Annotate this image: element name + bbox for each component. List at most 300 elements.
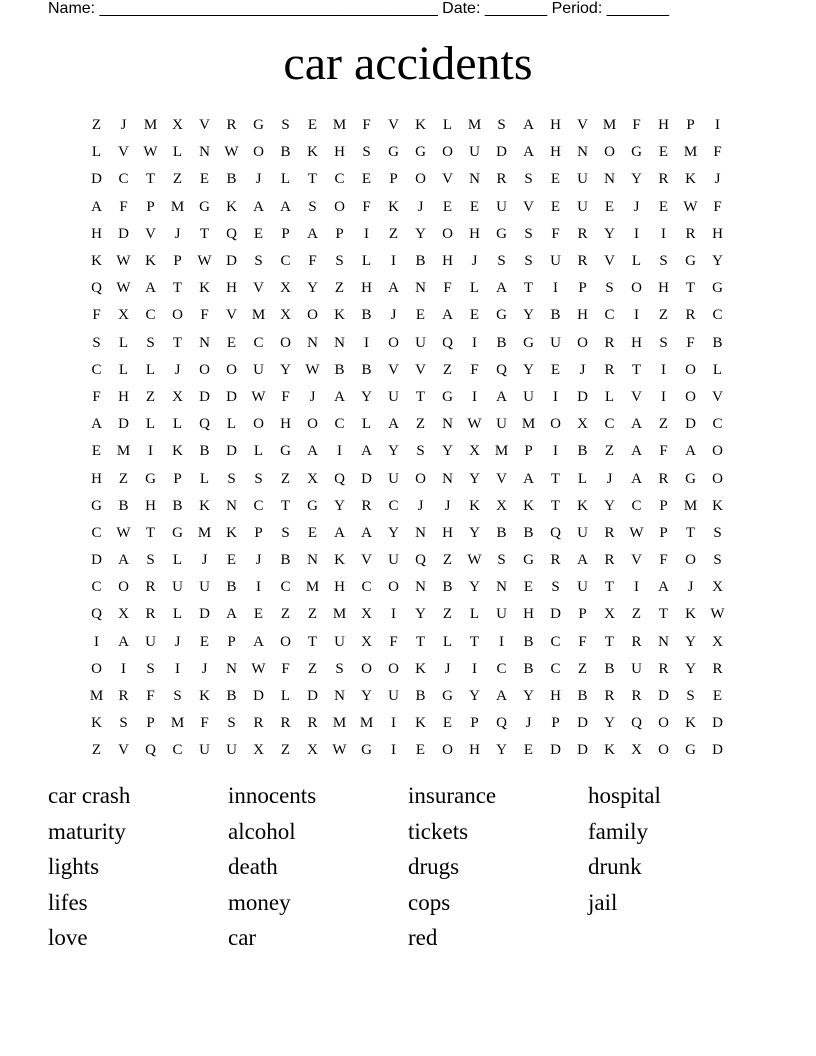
- grid-letter: J: [525, 715, 532, 732]
- grid-letter: U: [145, 633, 156, 650]
- grid-letter: O: [442, 742, 453, 759]
- grid-letter: E: [226, 552, 237, 569]
- grid-letter: H: [550, 144, 561, 161]
- grid-letter: N: [199, 144, 210, 161]
- grid-letter: S: [497, 117, 506, 134]
- grid-letter: P: [335, 225, 344, 242]
- grid-letter: Y: [496, 742, 507, 759]
- grid-letter: J: [390, 307, 397, 324]
- grid-letter: T: [199, 225, 210, 242]
- grid-letter: S: [659, 253, 668, 270]
- grid-letter: L: [631, 253, 642, 270]
- grid-letter: I: [661, 225, 666, 242]
- grid-row: [83, 656, 731, 683]
- grid-letter: A: [388, 416, 399, 433]
- grid-letter: K: [145, 253, 156, 270]
- grid-letter: J: [255, 171, 262, 188]
- grid-letter: M: [602, 117, 617, 134]
- grid-letter: O: [631, 280, 642, 297]
- grid-letter: M: [332, 715, 347, 732]
- grid-letter: G: [199, 198, 210, 215]
- grid-letter: I: [715, 117, 720, 134]
- grid-letter: R: [658, 660, 669, 677]
- grid-letter: O: [388, 660, 399, 677]
- grid-letter: Q: [226, 225, 237, 242]
- grid-letter: N: [226, 660, 237, 677]
- grid-letter: U: [550, 253, 561, 270]
- grid-letter: H: [226, 280, 237, 297]
- grid-letter: A: [334, 388, 345, 405]
- grid-letter: O: [685, 552, 696, 569]
- grid-letter: L: [361, 416, 372, 433]
- grid-letter: V: [118, 144, 129, 161]
- letter-grid: [83, 112, 731, 765]
- grid-letter: Y: [685, 660, 696, 677]
- grid-letter: E: [442, 198, 453, 215]
- grid-letter: L: [172, 606, 183, 623]
- grid-letter: Q: [91, 606, 102, 623]
- grid-letter: S: [416, 443, 425, 460]
- grid-letter: O: [388, 579, 399, 596]
- grid-letter: V: [604, 253, 615, 270]
- word-bank: [48, 781, 768, 959]
- grid-letter: Z: [118, 470, 129, 487]
- grid-letter: B: [361, 307, 372, 324]
- word-bank-item: innocents: [228, 783, 317, 808]
- grid-letter: J: [714, 171, 721, 188]
- grid-letter: Y: [523, 361, 534, 378]
- grid-row: [83, 357, 731, 384]
- grid-letter: H: [658, 117, 669, 134]
- grid-letter: R: [145, 606, 156, 623]
- grid-letter: I: [256, 579, 261, 596]
- grid-letter: L: [172, 144, 183, 161]
- grid-row: [83, 493, 731, 520]
- grid-letter: S: [281, 524, 290, 541]
- grid-letter: C: [91, 361, 102, 378]
- grid-letter: D: [226, 388, 237, 405]
- grid-letter: Z: [604, 443, 615, 460]
- grid-letter: X: [172, 388, 183, 405]
- grid-letter: E: [712, 688, 723, 705]
- grid-letter: B: [442, 579, 453, 596]
- grid-letter: Z: [334, 280, 345, 297]
- grid-letter: Y: [415, 606, 426, 623]
- grid-row: [83, 139, 731, 166]
- grid-letter: R: [658, 171, 669, 188]
- grid-letter: B: [577, 688, 588, 705]
- grid-letter: C: [280, 579, 291, 596]
- grid-letter: R: [118, 688, 129, 705]
- grid-letter: S: [146, 334, 155, 351]
- grid-letter: Y: [523, 688, 534, 705]
- grid-letter: E: [523, 742, 534, 759]
- grid-letter: A: [496, 280, 507, 297]
- grid-letter: K: [91, 253, 102, 270]
- grid-letter: Y: [712, 253, 723, 270]
- grid-letter: P: [173, 470, 182, 487]
- grid-letter: H: [469, 225, 480, 242]
- grid-letter: A: [496, 688, 507, 705]
- grid-letter: O: [334, 198, 345, 215]
- grid-letter: B: [172, 497, 183, 514]
- grid-letter: Y: [415, 225, 426, 242]
- grid-letter: D: [712, 715, 723, 732]
- grid-letter: K: [523, 497, 534, 514]
- grid-letter: Z: [280, 742, 291, 759]
- grid-letter: B: [496, 334, 507, 351]
- grid-letter: X: [469, 443, 480, 460]
- grid-row: [83, 438, 731, 465]
- grid-letter: G: [415, 144, 426, 161]
- grid-letter: G: [253, 117, 264, 134]
- grid-letter: P: [254, 524, 263, 541]
- grid-letter: S: [713, 524, 722, 541]
- grid-letter: J: [174, 225, 181, 242]
- grid-letter: A: [253, 198, 264, 215]
- grid-letter: O: [226, 361, 237, 378]
- grid-letter: G: [91, 497, 102, 514]
- grid-letter: K: [388, 198, 399, 215]
- word-bank-item: drunk: [588, 854, 642, 880]
- grid-letter: V: [631, 552, 642, 569]
- grid-letter: J: [633, 198, 640, 215]
- grid-letter: B: [523, 633, 534, 650]
- grid-letter: B: [712, 334, 723, 351]
- grid-letter: E: [604, 198, 615, 215]
- grid-letter: S: [713, 552, 722, 569]
- grid-letter: Y: [388, 443, 399, 460]
- grid-letter: S: [686, 688, 695, 705]
- grid-letter: C: [550, 660, 561, 677]
- grid-letter: F: [281, 660, 290, 677]
- grid-letter: L: [361, 253, 372, 270]
- grid-letter: L: [118, 361, 129, 378]
- grid-letter: D: [199, 606, 210, 623]
- grid-letter: Y: [334, 497, 345, 514]
- grid-letter: T: [307, 633, 318, 650]
- grid-letter: I: [634, 307, 639, 324]
- grid-letter: F: [281, 388, 290, 405]
- grid-letter: H: [442, 253, 453, 270]
- grid-letter: I: [121, 660, 126, 677]
- grid-letter: G: [523, 334, 534, 351]
- grid-letter: G: [685, 742, 696, 759]
- grid-letter: H: [145, 497, 156, 514]
- grid-letter: D: [361, 470, 372, 487]
- grid-letter: A: [118, 552, 129, 569]
- grid-letter: V: [199, 117, 210, 134]
- grid-letter: I: [391, 742, 396, 759]
- grid-letter: O: [253, 416, 264, 433]
- grid-letter: K: [226, 524, 237, 541]
- grid-letter: A: [523, 117, 534, 134]
- grid-letter: R: [604, 552, 615, 569]
- grid-letter: G: [172, 524, 183, 541]
- grid-letter: Z: [280, 606, 291, 623]
- grid-letter: D: [685, 416, 696, 433]
- grid-letter: Z: [307, 660, 318, 677]
- grid-letter: A: [361, 443, 372, 460]
- grid-letter: F: [362, 117, 371, 134]
- grid-letter: Z: [91, 117, 102, 134]
- grid-letter: L: [442, 117, 453, 134]
- grid-letter: B: [226, 171, 237, 188]
- grid-letter: O: [442, 225, 453, 242]
- grid-letter: X: [253, 742, 264, 759]
- grid-letter: A: [388, 280, 399, 297]
- grid-letter: B: [496, 524, 507, 541]
- grid-letter: U: [577, 524, 588, 541]
- grid-letter: Z: [442, 552, 453, 569]
- grid-letter: I: [499, 633, 504, 650]
- grid-row: [83, 302, 731, 329]
- grid-letter: V: [577, 117, 588, 134]
- grid-letter: O: [361, 660, 372, 677]
- grid-letter: L: [604, 388, 615, 405]
- grid-letter: N: [415, 280, 426, 297]
- grid-letter: A: [253, 633, 264, 650]
- grid-row: [83, 194, 731, 221]
- grid-letter: Q: [442, 334, 453, 351]
- grid-letter: F: [200, 715, 209, 732]
- grid-letter: R: [604, 361, 615, 378]
- grid-letter: K: [172, 443, 183, 460]
- grid-letter: D: [550, 606, 561, 623]
- grid-letter: F: [659, 443, 668, 460]
- grid-letter: J: [201, 552, 208, 569]
- grid-letter: T: [172, 280, 183, 297]
- grid-letter: O: [253, 144, 264, 161]
- grid-letter: N: [307, 334, 318, 351]
- grid-letter: I: [634, 225, 639, 242]
- grid-letter: G: [442, 688, 453, 705]
- grid-letter: P: [146, 198, 155, 215]
- grid-letter: N: [226, 497, 237, 514]
- grid-letter: F: [713, 144, 722, 161]
- grid-letter: I: [472, 660, 477, 677]
- grid-letter: W: [251, 388, 266, 405]
- grid-letter: Z: [307, 606, 318, 623]
- grid-row: [83, 574, 731, 601]
- grid-letter: I: [472, 388, 477, 405]
- grid-letter: H: [91, 470, 102, 487]
- grid-letter: M: [170, 715, 185, 732]
- grid-letter: O: [280, 633, 291, 650]
- grid-letter: L: [442, 633, 453, 650]
- grid-letter: D: [91, 171, 102, 188]
- grid-letter: V: [712, 388, 723, 405]
- grid-letter: I: [634, 579, 639, 596]
- grid-letter: G: [496, 225, 507, 242]
- grid-letter: V: [361, 552, 372, 569]
- grid-letter: Y: [442, 443, 453, 460]
- grid-letter: O: [118, 579, 129, 596]
- grid-letter: W: [143, 144, 158, 161]
- grid-letter: C: [388, 497, 399, 514]
- grid-letter: S: [308, 198, 317, 215]
- grid-letter: J: [444, 660, 451, 677]
- grid-letter: S: [254, 253, 263, 270]
- grid-letter: K: [91, 715, 102, 732]
- grid-letter: P: [578, 606, 587, 623]
- grid-letter: F: [659, 552, 668, 569]
- grid-letter: I: [661, 361, 666, 378]
- grid-letter: V: [388, 117, 399, 134]
- grid-letter: L: [172, 416, 183, 433]
- grid-letter: N: [442, 470, 453, 487]
- grid-letter: M: [359, 715, 374, 732]
- grid-row: [83, 547, 731, 574]
- grid-letter: M: [521, 416, 536, 433]
- grid-letter: B: [280, 144, 291, 161]
- grid-letter: D: [118, 416, 129, 433]
- grid-letter: G: [685, 470, 696, 487]
- grid-letter: S: [335, 660, 344, 677]
- grid-letter: T: [280, 497, 291, 514]
- grid-letter: O: [91, 660, 102, 677]
- grid-letter: I: [391, 253, 396, 270]
- word-bank-item: love: [48, 925, 88, 951]
- grid-letter: S: [659, 334, 668, 351]
- grid-letter: A: [307, 225, 318, 242]
- grid-letter: A: [118, 633, 129, 650]
- grid-letter: A: [91, 198, 102, 215]
- grid-letter: S: [605, 280, 614, 297]
- grid-letter: T: [415, 388, 426, 405]
- grid-letter: R: [604, 688, 615, 705]
- grid-letter: X: [307, 742, 318, 759]
- grid-letter: A: [226, 606, 237, 623]
- grid-letter: I: [175, 660, 180, 677]
- grid-letter: Y: [388, 524, 399, 541]
- grid-letter: Y: [280, 361, 291, 378]
- grid-letter: C: [550, 633, 561, 650]
- grid-letter: B: [361, 361, 372, 378]
- grid-letter: X: [118, 606, 129, 623]
- grid-letter: H: [712, 225, 723, 242]
- grid-letter: Y: [604, 225, 615, 242]
- grid-letter: O: [604, 144, 615, 161]
- grid-letter: D: [550, 742, 561, 759]
- grid-letter: U: [496, 416, 507, 433]
- grid-letter: R: [145, 579, 156, 596]
- grid-letter: S: [524, 253, 533, 270]
- grid-letter: X: [631, 742, 642, 759]
- grid-letter: N: [334, 334, 345, 351]
- grid-letter: S: [281, 117, 290, 134]
- grid-letter: G: [361, 742, 372, 759]
- grid-letter: P: [389, 171, 398, 188]
- header-fields: Name: ______________________________________ Date: _______ Period: _______: [48, 0, 670, 17]
- grid-letter: K: [199, 280, 210, 297]
- grid-letter: U: [199, 579, 210, 596]
- grid-letter: X: [712, 579, 723, 596]
- grid-letter: A: [658, 579, 669, 596]
- grid-letter: C: [145, 307, 156, 324]
- grid-letter: V: [631, 388, 642, 405]
- grid-letter: N: [604, 171, 615, 188]
- grid-letter: N: [415, 579, 426, 596]
- grid-letter: C: [253, 334, 264, 351]
- grid-letter: V: [388, 361, 399, 378]
- grid-letter: K: [307, 144, 318, 161]
- grid-letter: A: [685, 443, 696, 460]
- grid-letter: N: [415, 524, 426, 541]
- grid-letter: Z: [145, 388, 156, 405]
- grid-letter: O: [712, 443, 723, 460]
- grid-letter: G: [631, 144, 642, 161]
- grid-letter: T: [685, 280, 696, 297]
- grid-letter: B: [577, 443, 588, 460]
- grid-letter: G: [145, 470, 156, 487]
- grid-letter: V: [442, 171, 453, 188]
- grid-letter: T: [604, 579, 615, 596]
- grid-letter: H: [550, 117, 561, 134]
- grid-letter: F: [470, 361, 479, 378]
- grid-letter: O: [415, 470, 426, 487]
- grid-letter: S: [146, 660, 155, 677]
- grid-letter: A: [280, 198, 291, 215]
- grid-letter: P: [281, 225, 290, 242]
- grid-letter: A: [577, 552, 588, 569]
- grid-letter: W: [116, 253, 131, 270]
- grid-letter: B: [118, 497, 129, 514]
- grid-letter: L: [577, 470, 588, 487]
- grid-row: [83, 248, 731, 275]
- grid-letter: I: [553, 443, 558, 460]
- grid-letter: C: [91, 524, 102, 541]
- grid-letter: N: [307, 552, 318, 569]
- grid-letter: L: [226, 416, 237, 433]
- grid-letter: L: [280, 171, 291, 188]
- grid-letter: J: [579, 361, 586, 378]
- grid-letter: S: [119, 715, 128, 732]
- grid-letter: I: [148, 443, 153, 460]
- grid-letter: E: [307, 524, 318, 541]
- grid-letter: U: [172, 579, 183, 596]
- grid-letter: E: [199, 171, 210, 188]
- grid-letter: T: [523, 280, 534, 297]
- grid-letter: S: [551, 579, 560, 596]
- word-bank-item: car crash: [48, 783, 131, 808]
- grid-letter: L: [91, 144, 102, 161]
- grid-letter: K: [685, 171, 696, 188]
- grid-letter: P: [578, 280, 587, 297]
- grid-letter: E: [415, 742, 426, 759]
- grid-letter: Q: [496, 715, 507, 732]
- grid-letter: Y: [361, 388, 372, 405]
- grid-letter: D: [226, 443, 237, 460]
- grid-letter: K: [415, 660, 426, 677]
- grid-letter: D: [658, 688, 669, 705]
- grid-letter: P: [470, 715, 479, 732]
- grid-letter: P: [146, 715, 155, 732]
- grid-letter: R: [712, 660, 723, 677]
- grid-row: [83, 411, 731, 438]
- grid-letter: B: [334, 361, 345, 378]
- grid-letter: T: [685, 524, 696, 541]
- grid-letter: C: [631, 497, 642, 514]
- grid-letter: M: [251, 307, 266, 324]
- grid-letter: E: [307, 117, 318, 134]
- grid-letter: S: [524, 171, 533, 188]
- grid-letter: D: [118, 225, 129, 242]
- grid-letter: Q: [91, 280, 102, 297]
- grid-letter: W: [224, 144, 239, 161]
- grid-letter: M: [197, 524, 212, 541]
- grid-letter: O: [685, 388, 696, 405]
